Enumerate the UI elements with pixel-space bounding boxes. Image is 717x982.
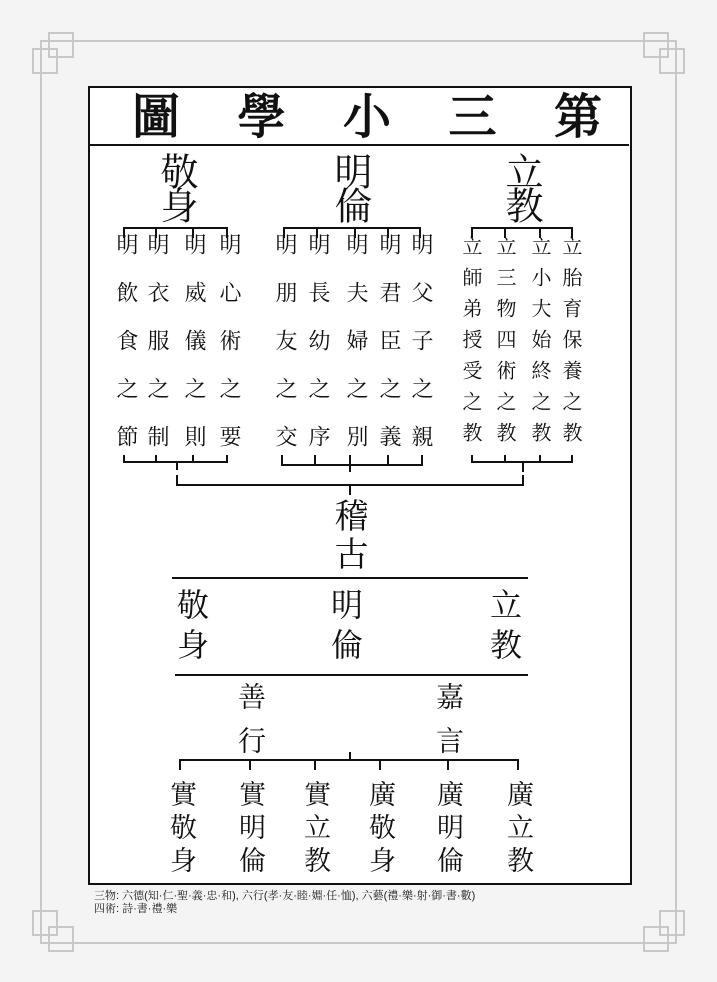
footnote-line: 三物: 六德(知·仁·聖·義·忠·和), 六行(孝·友·睦·婣·任·恤), 六藝(禮·樂·射·御·書·數) (94, 890, 476, 902)
bottom-column: 廣立教 (502, 780, 533, 879)
title-char: 三 (448, 89, 497, 145)
title-char: 小 (342, 89, 391, 145)
bottom-column: 實敬身 (165, 780, 196, 879)
column-text: 立小大始終之教 (528, 236, 552, 453)
column-text: 立三物四術之教 (493, 236, 517, 453)
column-text: 明長幼之序 (305, 233, 330, 473)
column-text: 明心術之要 (216, 233, 241, 473)
column-text: 立師弟授受之教 (459, 236, 483, 453)
bottom-column: 廣敬身 (364, 780, 395, 879)
column-text: 明夫婦之別 (343, 233, 368, 473)
heading-jingshen: 敬身 (154, 152, 198, 220)
middle-minglun: 明倫 (326, 588, 364, 668)
center-jigu: 稽古 (328, 498, 368, 574)
lower-jiayan: 嘉言 (432, 682, 465, 770)
column-text: 明朋友之交 (272, 233, 297, 473)
middle-jingshen: 敬身 (172, 588, 210, 668)
title-char: 學 (237, 89, 286, 145)
column-text: 明君臣之義 (376, 233, 401, 473)
heading-minglun: 明倫 (328, 152, 372, 220)
bottom-column: 實明倫 (234, 780, 265, 879)
bottom-column: 實立教 (299, 780, 330, 879)
heading-lijiao: 立教 (499, 152, 543, 220)
column-text: 明飲食之節 (113, 233, 138, 473)
title-char: 第 (553, 89, 602, 145)
column-text: 立胎育保養之教 (559, 236, 583, 453)
footnote (94, 890, 475, 916)
footnote-line: 四術: 詩·書·禮·樂 (94, 903, 178, 915)
column-text: 明威儀之則 (181, 233, 206, 473)
middle-lijiao: 立教 (485, 588, 523, 668)
column-text: 明父子之親 (408, 233, 433, 473)
column-text: 明衣服之制 (144, 233, 169, 473)
page-title (132, 89, 602, 145)
title-char: 圖 (132, 89, 181, 145)
bottom-column: 廣明倫 (432, 780, 463, 879)
lower-shanxing: 善行 (234, 682, 267, 770)
